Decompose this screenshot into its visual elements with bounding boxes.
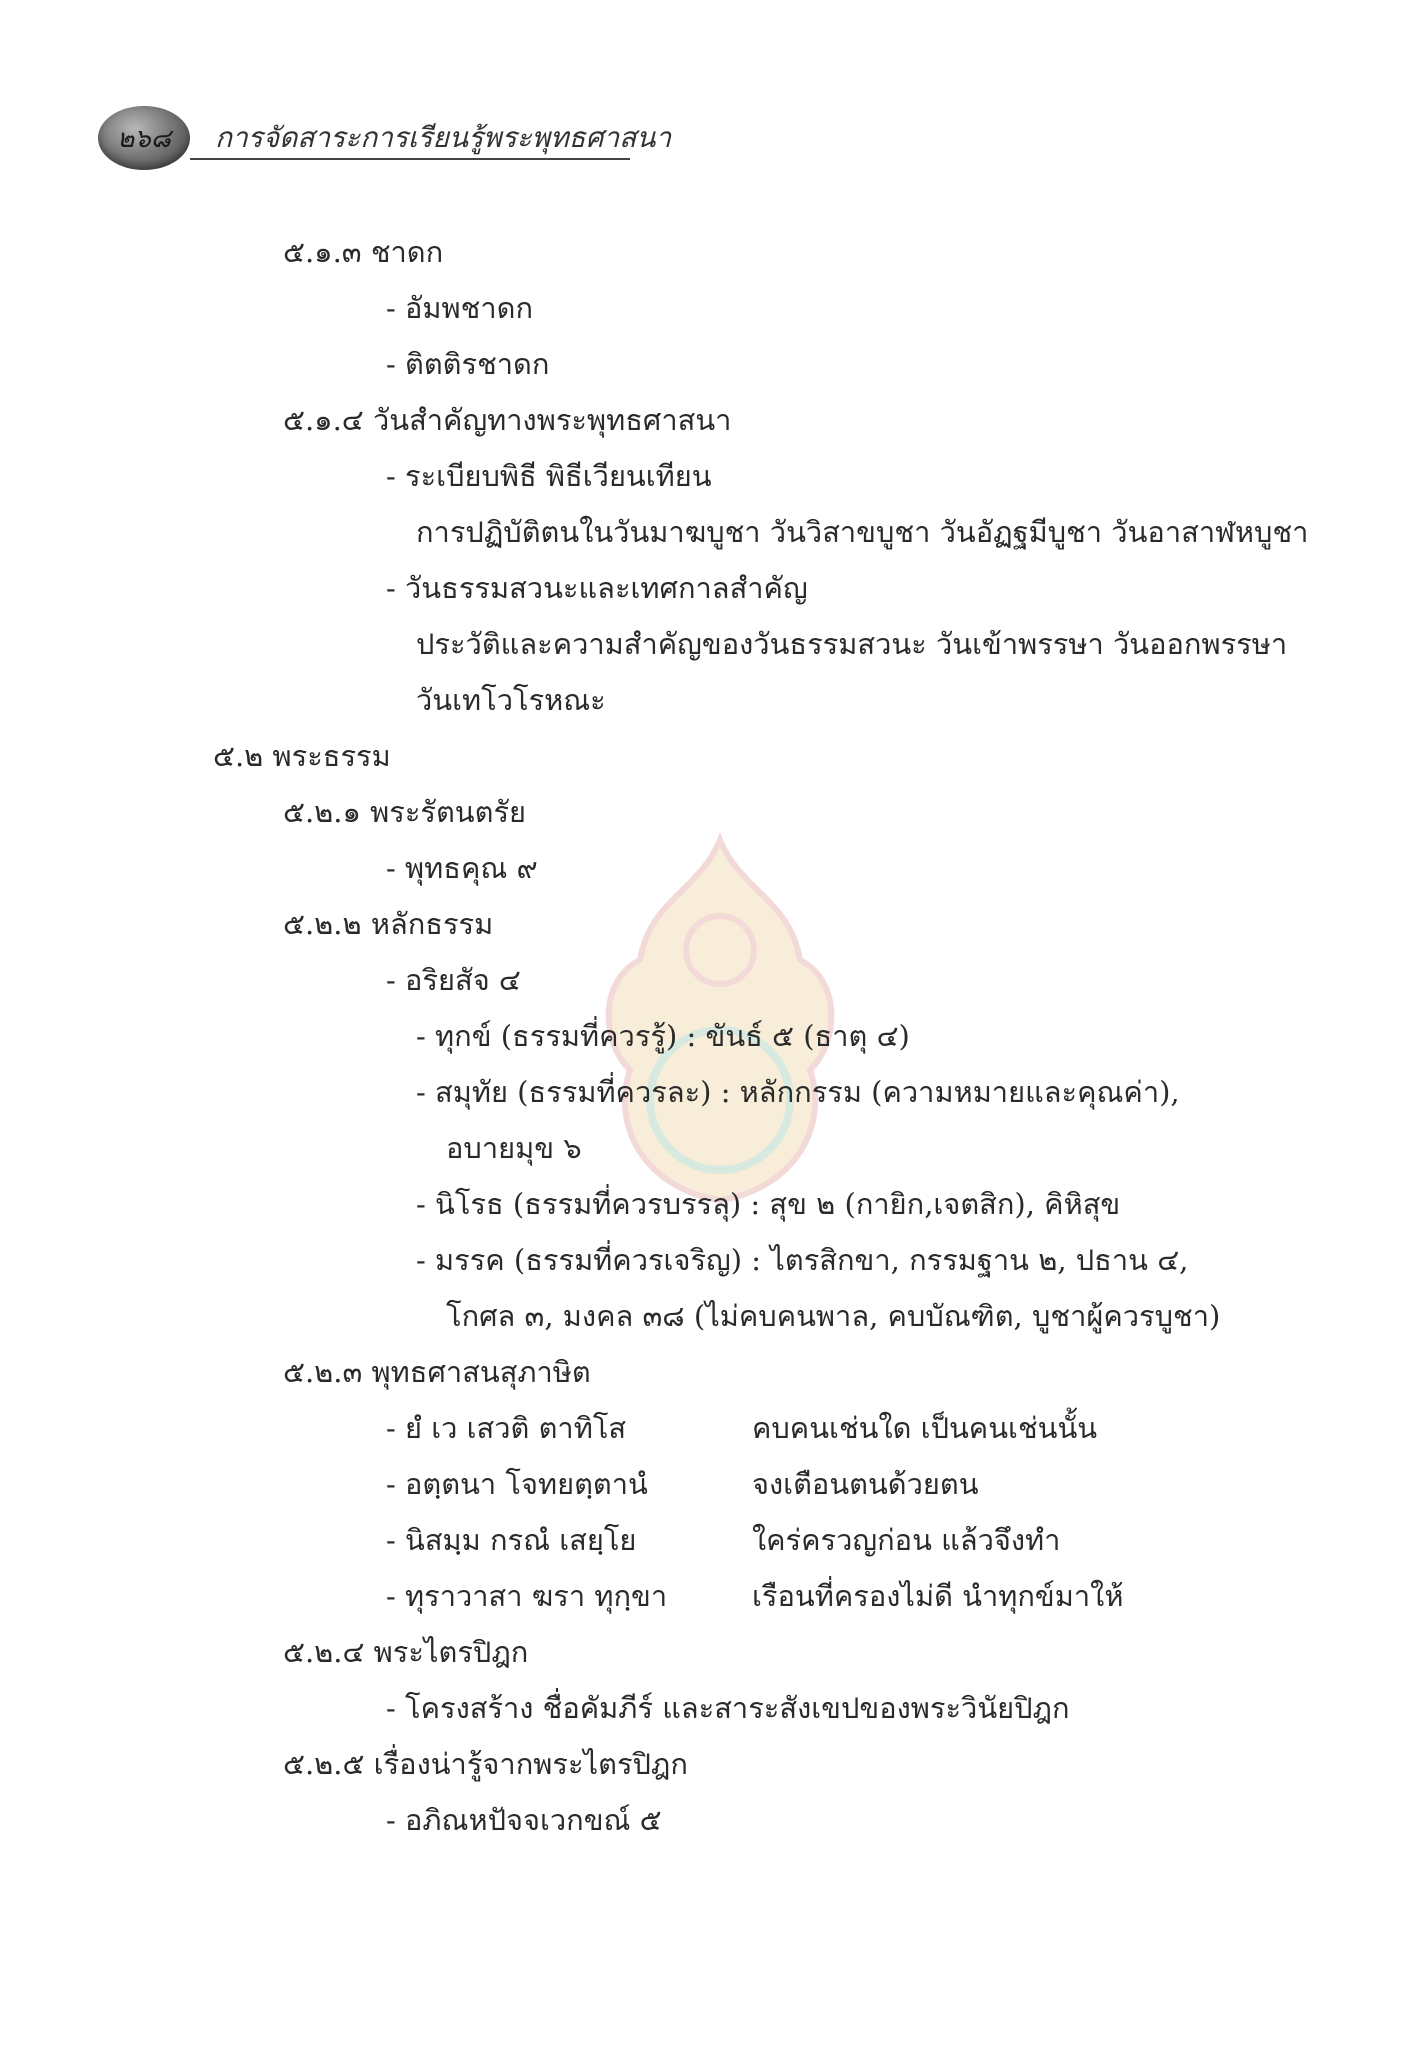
proverb-pali: - ยํ เว เสวติ ตาทิโส bbox=[386, 1411, 627, 1445]
text-line-ampha-jataka: - อัมพชาดก bbox=[386, 291, 534, 325]
text-line-5-1-4: ๕.๑.๔ วันสำคัญทางพระพุทธศาสนา bbox=[283, 403, 732, 437]
proverb-pali: - อตฺตนา โจทยตฺตานํ bbox=[386, 1467, 648, 1501]
text-line-abhinhapaccavekkhana: - อภิณหปัจจเวกขณ์ ๕ bbox=[386, 1803, 662, 1837]
page-number-badge bbox=[98, 106, 190, 170]
proverb-pali: - นิสมฺม กรณํ เสยฺโย bbox=[386, 1523, 637, 1557]
text-line-buddhaguna: - พุทธคุณ ๙ bbox=[386, 851, 538, 885]
header-rule bbox=[190, 158, 630, 160]
text-line-kosala: โกศล ๓, มงคล ๓๘ (ไม่คบคนพาล, คบบัณฑิต, บูชาผู้ควรบูชา) bbox=[446, 1299, 1221, 1333]
text-line-samudaya: - สมุทัย (ธรรมที่ควรละ) : หลักกรรม (ความหมายและคุณค่า), bbox=[416, 1075, 1180, 1109]
proverb-meaning: คบคนเช่นใด เป็นคนเช่นนั้น bbox=[752, 1411, 1098, 1445]
text-line-magga: - มรรค (ธรรมที่ควรเจริญ) : ไตรสิกขา, กรรมฐาน ๒, ปธาน ๔, bbox=[416, 1243, 1189, 1277]
running-header-title: การจัดสาระการเรียนรู้พระพุทธศาสนา bbox=[215, 121, 672, 154]
text-line-5-2-1: ๕.๒.๑ พระรัตนตรัย bbox=[283, 795, 527, 829]
text-line-history: ประวัติและความสำคัญของวันธรรมสวนะ วันเข้าพรรษา วันออกพรรษา bbox=[416, 627, 1288, 661]
text-line-5-2-3: ๕.๒.๓ พุทธศาสนสุภาษิต bbox=[283, 1355, 591, 1389]
text-line-ceremony: - ระเบียบพิธี พิธีเวียนเทียน bbox=[386, 459, 712, 493]
text-line-ariyasacca: - อริยสัจ ๔ bbox=[386, 963, 521, 997]
text-line-nirodha: - นิโรธ (ธรรมที่ควรบรรลุ) : สุข ๒ (กายิก,เจตสิก), คิหิสุข bbox=[416, 1187, 1121, 1221]
text-line-practice: การปฏิบัติตนในวันมาฆบูชา วันวิสาขบูชา วันอัฏฐมีบูชา วันอาสาฬหบูชา bbox=[416, 515, 1309, 549]
text-line-5-1-3: ๕.๑.๓ ชาดก bbox=[283, 235, 444, 269]
text-line-5-2-5: ๕.๒.๕ เรื่องน่ารู้จากพระไตรปิฎก bbox=[283, 1747, 688, 1781]
text-line-5-2-2: ๕.๒.๒ หลักธรรม bbox=[283, 907, 494, 941]
text-line-5-2: ๕.๒ พระธรรม bbox=[213, 739, 391, 773]
text-line-dhammasavana: - วันธรรมสวนะและเทศกาลสำคัญ bbox=[386, 571, 808, 605]
text-line-vinaya-pitaka: - โครงสร้าง ชื่อคัมภีร์ และสาระสังเขปของพระวินัยปิฎก bbox=[386, 1691, 1070, 1725]
text-line-dukkha: - ทุกข์ (ธรรมที่ควรรู้) : ขันธ์ ๕ (ธาตุ ๔) bbox=[416, 1019, 910, 1053]
text-line-apayamukha: อบายมุข ๖ bbox=[446, 1131, 582, 1165]
text-line-tittira-jataka: - ติตติรชาดก bbox=[386, 347, 550, 381]
proverb-meaning: เรือนที่ครองไม่ดี นำทุกข์มาให้ bbox=[752, 1579, 1124, 1613]
text-line-devorohana: วันเทโวโรหณะ bbox=[416, 683, 606, 717]
proverb-pali: - ทุราวาสา ฆรา ทุกฺขา bbox=[386, 1579, 668, 1613]
proverb-meaning: จงเตือนตนด้วยตน bbox=[752, 1467, 979, 1501]
page-number: ๒๖๘ bbox=[117, 123, 171, 154]
text-line-5-2-4: ๕.๒.๔ พระไตรปิฎก bbox=[283, 1635, 529, 1669]
proverb-meaning: ใคร่ครวญก่อน แล้วจึงทำ bbox=[752, 1523, 1061, 1557]
